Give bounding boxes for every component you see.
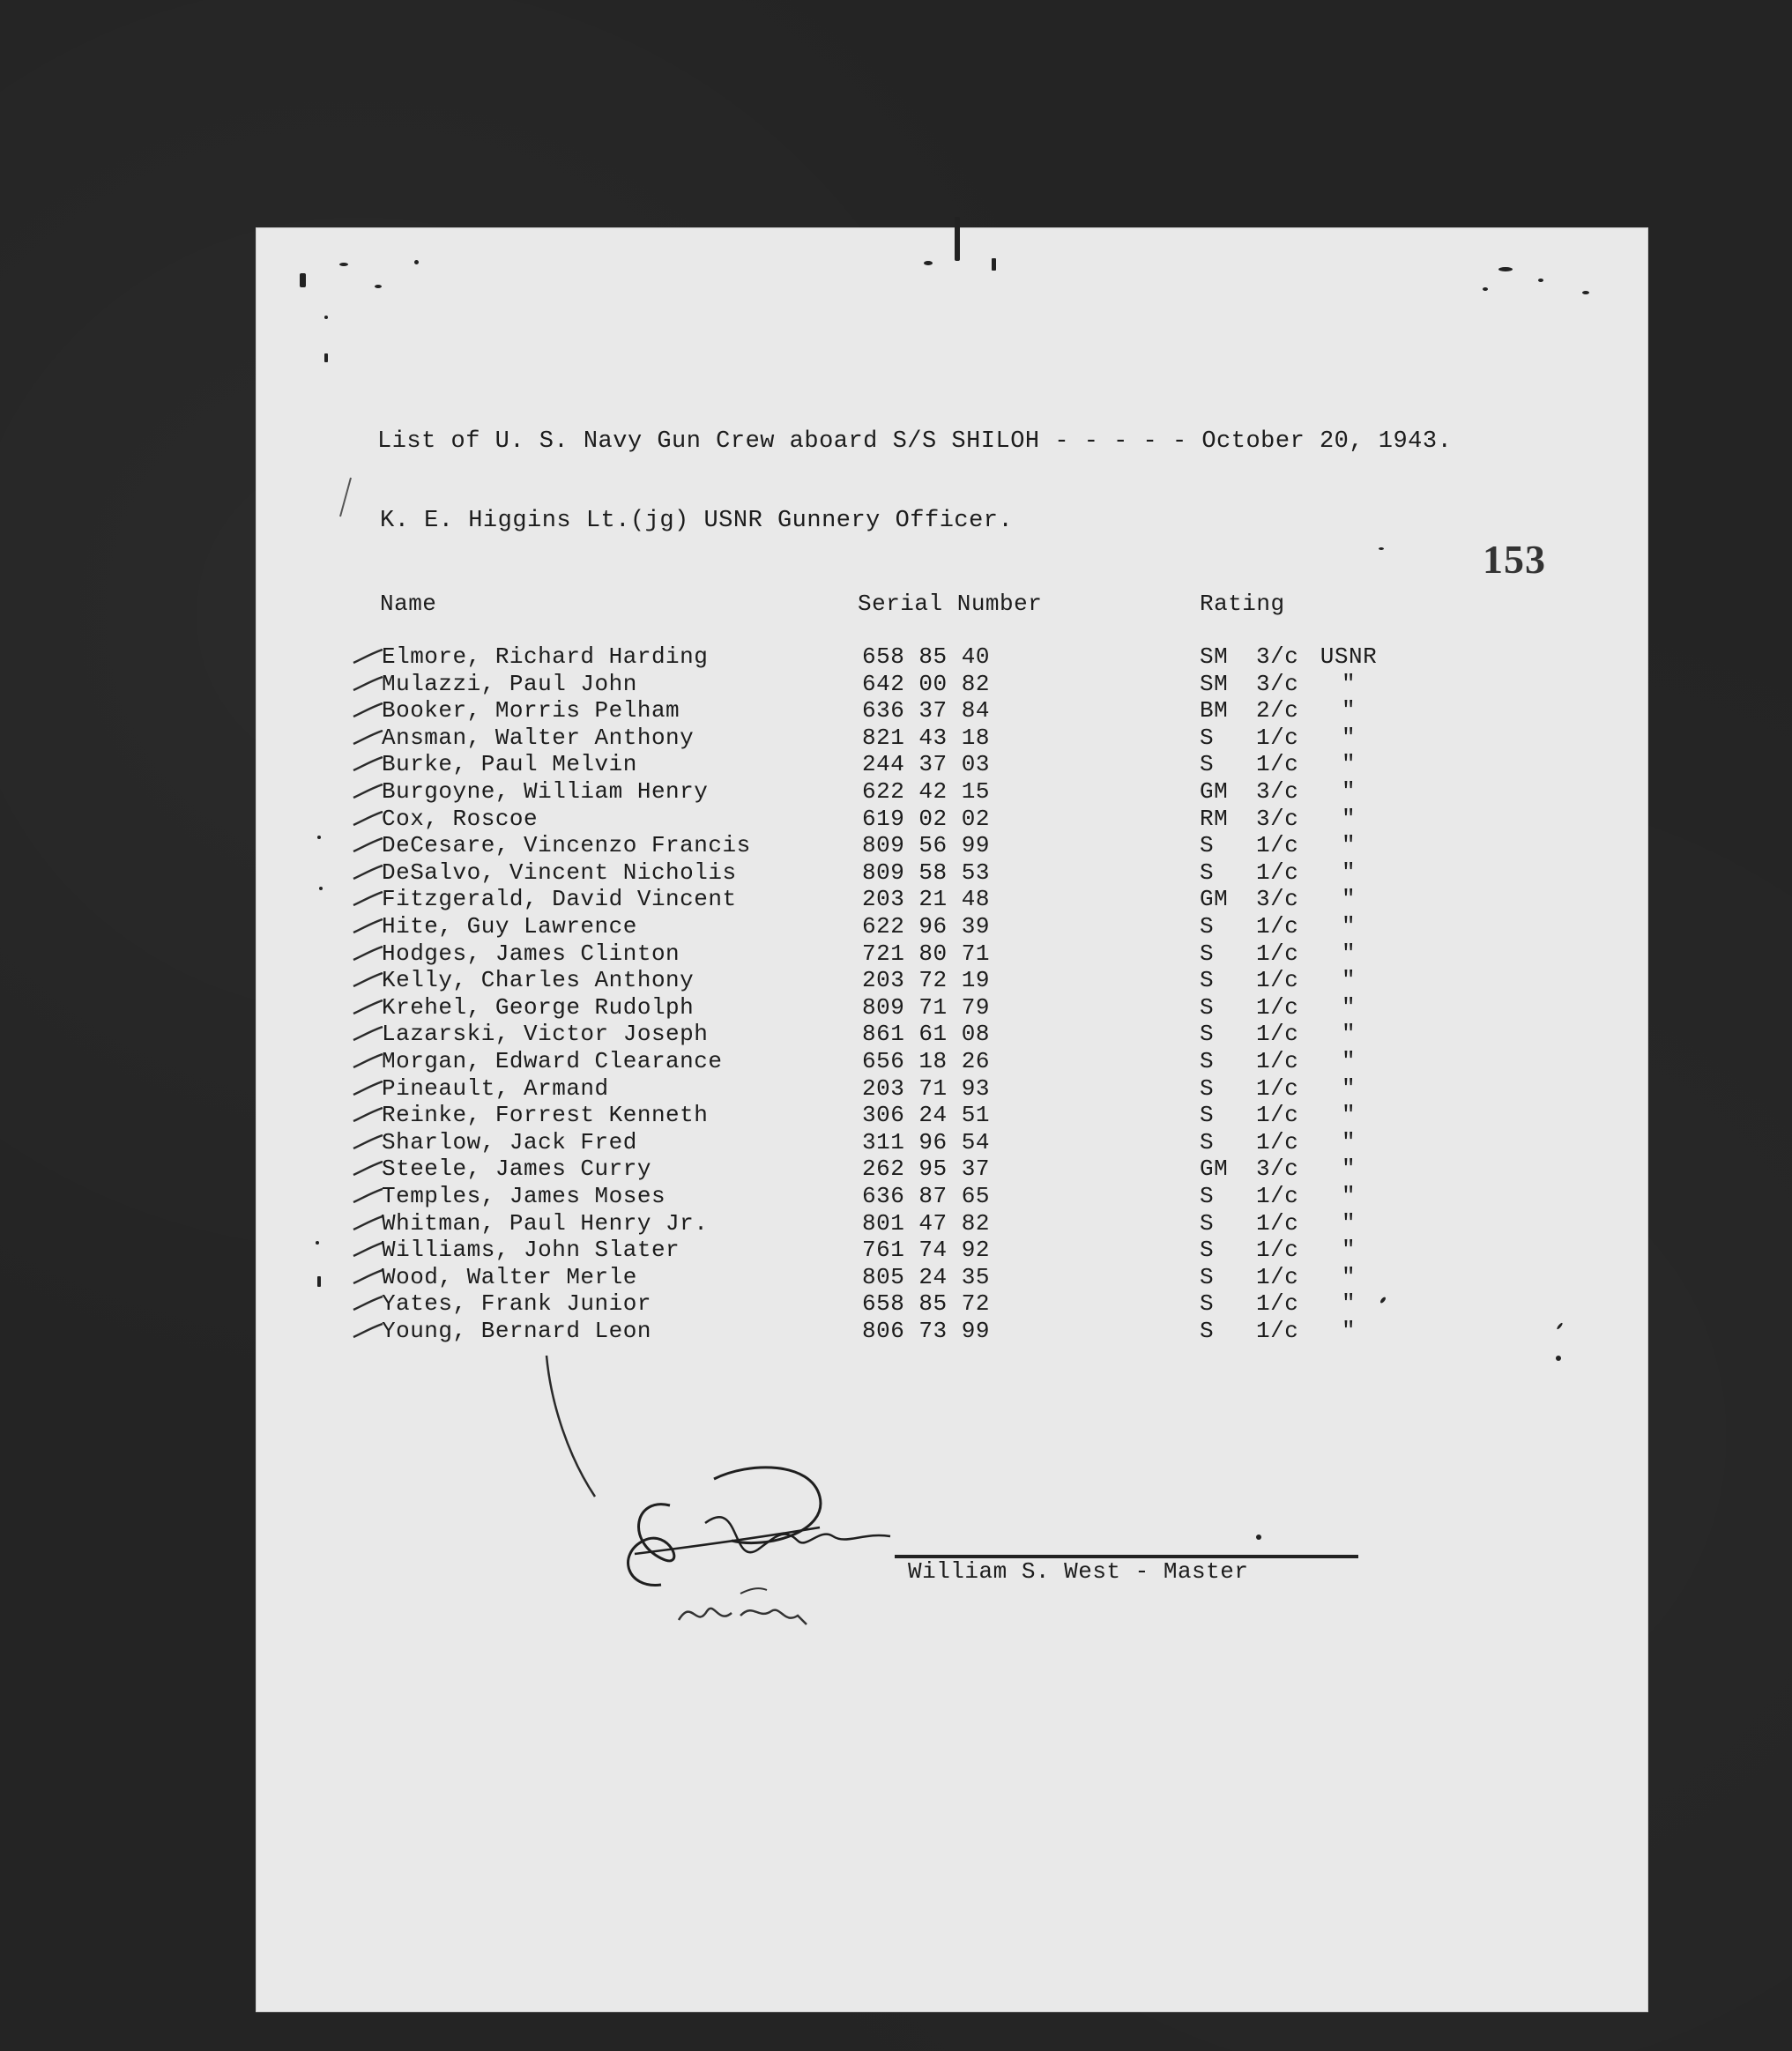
- check-mark-icon: [353, 999, 384, 1015]
- check-mark-icon: [353, 972, 384, 988]
- column-header-name: Name: [380, 591, 437, 617]
- crew-name: Booker, Morris Pelham: [382, 697, 680, 725]
- table-row: [256, 697, 1648, 724]
- table-row: [256, 1183, 1648, 1209]
- branch: ": [1341, 858, 1357, 886]
- check-mark-icon: [353, 1269, 384, 1285]
- rating: S: [1200, 1290, 1215, 1318]
- document-title: List of U. S. Navy Gun Crew aboard S/S SHILOH - - - - - October 20, 1943.: [377, 428, 1453, 455]
- crew-name: Lazarski, Victor Joseph: [382, 1021, 709, 1048]
- crew-name: Temples, James Moses: [382, 1183, 666, 1209]
- branch: ": [1341, 832, 1357, 859]
- scan-speck: [1483, 287, 1488, 291]
- branch: ": [1341, 886, 1357, 913]
- scan-speck: [375, 285, 382, 288]
- rating-class: 3/c: [1256, 670, 1299, 697]
- serial-number: 801 47 82: [862, 1209, 990, 1237]
- check-mark-icon: [353, 946, 384, 962]
- scan-speck: [1538, 279, 1543, 282]
- document-page: [256, 227, 1648, 2012]
- rating: SM: [1200, 670, 1229, 697]
- rating: S: [1200, 1209, 1215, 1237]
- scan-speck: [1498, 267, 1513, 271]
- serial-number: 636 87 65: [862, 1183, 990, 1209]
- table-row: [256, 751, 1648, 777]
- check-mark-icon: [353, 1161, 384, 1177]
- crew-name: Yates, Frank Junior: [382, 1290, 651, 1318]
- serial-number: 809 71 79: [862, 993, 990, 1021]
- branch: ": [1341, 697, 1357, 725]
- serial-number: 311 96 54: [862, 1128, 990, 1156]
- serial-number: 262 95 37: [862, 1156, 990, 1183]
- check-mark-icon: [353, 1026, 384, 1042]
- serial-number: 806 73 99: [862, 1318, 990, 1344]
- branch: ": [1341, 805, 1357, 832]
- rating-class: 1/c: [1256, 1290, 1299, 1318]
- rating: S: [1200, 940, 1215, 967]
- rating: S: [1200, 967, 1215, 994]
- check-mark-icon: [353, 702, 384, 718]
- table-row: [256, 886, 1648, 912]
- branch: ": [1341, 1263, 1357, 1290]
- serial-number: 861 61 08: [862, 1021, 990, 1048]
- scan-speck: [992, 258, 996, 271]
- table-row: [256, 940, 1648, 967]
- crew-name: Cox, Roscoe: [382, 805, 539, 832]
- scan-speck: [1256, 1535, 1261, 1540]
- serial-number: 203 71 93: [862, 1074, 990, 1102]
- rating: S: [1200, 1021, 1215, 1048]
- rating-class: 1/c: [1256, 724, 1299, 751]
- crew-name: DeCesare, Vincenzo Francis: [382, 832, 751, 859]
- rating: S: [1200, 1237, 1215, 1264]
- check-mark-icon: [353, 756, 384, 772]
- scan-speck: [1379, 547, 1384, 550]
- crew-name: Sharlow, Jack Fred: [382, 1128, 637, 1156]
- check-mark-icon: [353, 1215, 384, 1231]
- table-row: [256, 806, 1648, 832]
- check-mark-icon: [353, 837, 384, 853]
- crew-name: Reinke, Forrest Kenneth: [382, 1102, 709, 1129]
- crew-name: Mulazzi, Paul John: [382, 670, 637, 697]
- crew-name: Whitman, Paul Henry Jr.: [382, 1209, 709, 1237]
- crew-name: Hodges, James Clinton: [382, 940, 680, 967]
- rating-class: 1/c: [1256, 858, 1299, 886]
- table-row: [256, 1290, 1648, 1317]
- check-mark-icon: [353, 676, 384, 692]
- check-mark-icon: [353, 1053, 384, 1069]
- handwritten-signature: [608, 1444, 961, 1646]
- table-row: [256, 1237, 1648, 1263]
- rating-class: 1/c: [1256, 832, 1299, 859]
- branch: ": [1341, 778, 1357, 805]
- branch: ": [1341, 1048, 1357, 1074]
- rating-class: 3/c: [1256, 1156, 1299, 1183]
- rating: GM: [1200, 886, 1229, 913]
- rating: S: [1200, 993, 1215, 1021]
- page-number: 153: [1483, 537, 1546, 582]
- serial-number: 622 96 39: [862, 913, 990, 940]
- crew-name: Fitzgerald, David Vincent: [382, 886, 737, 913]
- rating: BM: [1200, 697, 1229, 725]
- rating-class: 1/c: [1256, 1183, 1299, 1209]
- rating-class: 3/c: [1256, 778, 1299, 805]
- scan-speck: [339, 263, 348, 266]
- rating: GM: [1200, 1156, 1229, 1183]
- pencil-mark: [337, 476, 354, 520]
- rating-class: 1/c: [1256, 1128, 1299, 1156]
- serial-number: 636 37 84: [862, 697, 990, 725]
- branch: ": [1341, 1021, 1357, 1048]
- signer-name: William S. West - Master: [908, 1558, 1249, 1585]
- check-mark-icon: [353, 649, 384, 665]
- branch: USNR: [1320, 643, 1378, 670]
- check-mark-icon: [353, 784, 384, 799]
- serial-number: 805 24 35: [862, 1263, 990, 1290]
- table-row: [256, 1048, 1648, 1074]
- gunnery-officer-line: K. E. Higgins Lt.(jg) USNR Gunnery Officer.: [380, 508, 1014, 534]
- crew-name: Elmore, Richard Harding: [382, 643, 709, 670]
- serial-number: 244 37 03: [862, 751, 990, 778]
- rating-class: 3/c: [1256, 886, 1299, 913]
- branch: ": [1341, 1237, 1357, 1264]
- serial-number: 658 85 40: [862, 643, 990, 670]
- crew-name: Steele, James Curry: [382, 1156, 651, 1183]
- check-mark-icon: [353, 730, 384, 746]
- serial-number: 809 58 53: [862, 858, 990, 886]
- crew-name: Ansman, Walter Anthony: [382, 724, 695, 751]
- rating-class: 1/c: [1256, 913, 1299, 940]
- serial-number: 721 80 71: [862, 940, 990, 967]
- crew-name: Williams, John Slater: [382, 1237, 680, 1264]
- serial-number: 203 72 19: [862, 967, 990, 994]
- table-row: [256, 967, 1648, 993]
- rating: S: [1200, 1074, 1215, 1102]
- check-mark-icon: [353, 918, 384, 934]
- serial-number: 619 02 02: [862, 805, 990, 832]
- rating: S: [1200, 858, 1215, 886]
- rating-class: 1/c: [1256, 1263, 1299, 1290]
- serial-number: 821 43 18: [862, 724, 990, 751]
- table-row: [256, 778, 1648, 805]
- serial-number: 622 42 15: [862, 778, 990, 805]
- rating-class: 3/c: [1256, 643, 1299, 670]
- rating: S: [1200, 1318, 1215, 1344]
- crew-name: Young, Bernard Leon: [382, 1318, 651, 1344]
- check-mark-icon: [353, 1296, 384, 1312]
- branch: ": [1341, 1209, 1357, 1237]
- branch: ": [1341, 967, 1357, 994]
- scan-speck: [1582, 291, 1589, 294]
- rating: S: [1200, 1102, 1215, 1129]
- crew-name: Krehel, George Rudolph: [382, 993, 695, 1021]
- scan-speck: [414, 260, 419, 264]
- rating: RM: [1200, 805, 1229, 832]
- rating-class: 1/c: [1256, 1048, 1299, 1074]
- scan-speck: [324, 316, 328, 319]
- rating: S: [1200, 1263, 1215, 1290]
- serial-number: 306 24 51: [862, 1102, 990, 1129]
- rating: S: [1200, 832, 1215, 859]
- branch: ": [1341, 993, 1357, 1021]
- check-mark-icon: [353, 1081, 384, 1096]
- table-row: [256, 725, 1648, 751]
- check-mark-icon: [353, 1188, 384, 1204]
- rating: S: [1200, 1183, 1215, 1209]
- serial-number: 642 00 82: [862, 670, 990, 697]
- branch: ": [1341, 1156, 1357, 1183]
- branch: ": [1341, 751, 1357, 778]
- rating: S: [1200, 724, 1215, 751]
- crew-name: Burgoyne, William Henry: [382, 778, 709, 805]
- rating: GM: [1200, 778, 1229, 805]
- pen-stroke: [542, 1351, 613, 1510]
- crew-name: Wood, Walter Merle: [382, 1263, 637, 1290]
- table-row: [256, 1156, 1648, 1182]
- crew-name: Burke, Paul Melvin: [382, 751, 637, 778]
- check-mark-icon: [353, 1134, 384, 1150]
- table-row: [256, 643, 1648, 670]
- rating-class: 1/c: [1256, 751, 1299, 778]
- serial-number: 203 21 48: [862, 886, 990, 913]
- rating-class: 1/c: [1256, 967, 1299, 994]
- table-row: [256, 1264, 1648, 1290]
- rating: S: [1200, 751, 1215, 778]
- table-row: [256, 913, 1648, 940]
- scan-speck: [300, 273, 306, 287]
- rating-class: 1/c: [1256, 1021, 1299, 1048]
- rating-class: 3/c: [1256, 805, 1299, 832]
- column-header-rating: Rating: [1200, 591, 1285, 617]
- branch: ": [1341, 670, 1357, 697]
- check-mark-icon: [353, 1242, 384, 1258]
- branch: ": [1341, 913, 1357, 940]
- scan-speck: [1556, 1356, 1561, 1361]
- rating: S: [1200, 1048, 1215, 1074]
- branch: ": [1341, 1318, 1357, 1344]
- rating: SM: [1200, 643, 1229, 670]
- scan-speck: [955, 217, 960, 261]
- check-mark-icon: [353, 865, 384, 881]
- rating: S: [1200, 913, 1215, 940]
- branch: ": [1341, 1290, 1357, 1318]
- crew-name: DeSalvo, Vincent Nicholis: [382, 858, 737, 886]
- rating-class: 1/c: [1256, 1318, 1299, 1344]
- serial-number: 656 18 26: [862, 1048, 990, 1074]
- table-row: [256, 832, 1648, 858]
- check-mark-icon: [353, 891, 384, 907]
- rating-class: 1/c: [1256, 1237, 1299, 1264]
- branch: ": [1341, 1183, 1357, 1209]
- column-header-serial: Serial Number: [858, 591, 1043, 617]
- rating-class: 1/c: [1256, 1074, 1299, 1102]
- branch: ": [1341, 1074, 1357, 1102]
- table-row: [256, 1210, 1648, 1237]
- table-row: [256, 1075, 1648, 1102]
- crew-name: Morgan, Edward Clearance: [382, 1048, 723, 1074]
- scan-speck: [324, 353, 328, 362]
- rating-class: 1/c: [1256, 1102, 1299, 1129]
- check-mark-icon: [353, 1107, 384, 1123]
- table-row: [256, 1102, 1648, 1128]
- rating-class: 1/c: [1256, 940, 1299, 967]
- scan-speck: [924, 261, 933, 265]
- check-mark-icon: [353, 811, 384, 827]
- crew-name: Kelly, Charles Anthony: [382, 967, 695, 994]
- rating-class: 1/c: [1256, 993, 1299, 1021]
- serial-number: 809 56 99: [862, 832, 990, 859]
- serial-number: 761 74 92: [862, 1237, 990, 1264]
- branch: ": [1341, 940, 1357, 967]
- rating-class: 1/c: [1256, 1209, 1299, 1237]
- table-row: [256, 671, 1648, 697]
- table-row: [256, 1318, 1648, 1344]
- table-row: [256, 1021, 1648, 1047]
- crew-name: Hite, Guy Lawrence: [382, 913, 637, 940]
- rating-class: 2/c: [1256, 697, 1299, 725]
- rating: S: [1200, 1128, 1215, 1156]
- branch: ": [1341, 724, 1357, 751]
- crew-name: Pineault, Armand: [382, 1074, 609, 1102]
- table-row: [256, 859, 1648, 886]
- table-row: [256, 1129, 1648, 1156]
- branch: ": [1341, 1102, 1357, 1129]
- table-row: [256, 994, 1648, 1021]
- serial-number: 658 85 72: [862, 1290, 990, 1318]
- branch: ": [1341, 1128, 1357, 1156]
- check-mark-icon: [353, 1323, 384, 1339]
